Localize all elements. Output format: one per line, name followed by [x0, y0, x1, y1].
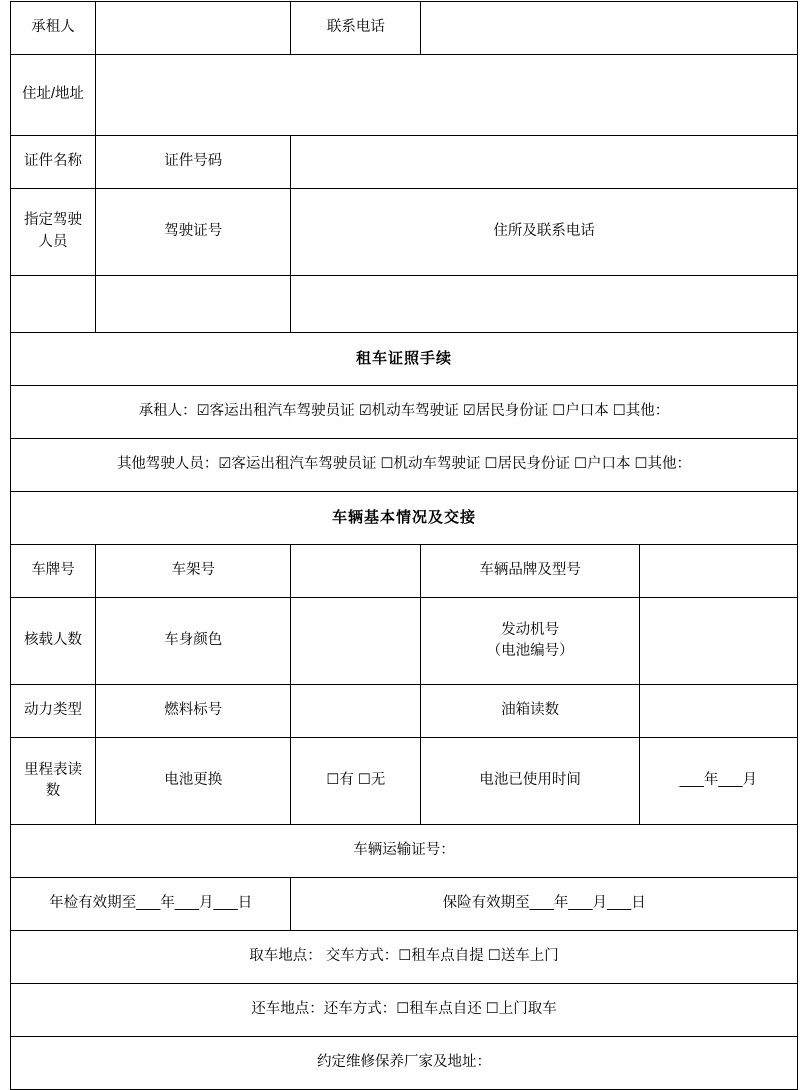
- table-row-driver-blank: [11, 276, 798, 333]
- label-odometer: 里程表读 数: [11, 738, 96, 825]
- label-power-type: 动力类型: [11, 685, 96, 738]
- table-row-odometer-battery: [11, 738, 798, 825]
- label-battery-replace: 电池更换: [96, 738, 291, 825]
- field-maintenance-factory[interactable]: 约定维修保养厂家及地址：: [11, 1037, 798, 1090]
- field-driver-blank-1[interactable]: [11, 276, 96, 333]
- field-body-color-value[interactable]: [291, 598, 421, 685]
- field-id-number-value[interactable]: [291, 136, 798, 189]
- table-row-return: [11, 984, 798, 1037]
- field-brand-model-value[interactable]: [639, 545, 797, 598]
- field-return-method[interactable]: 还车地点：还车方式：☐租车点自还 ☐上门取车: [11, 984, 798, 1037]
- label-plate-no: 车牌号: [11, 545, 96, 598]
- field-inspection-validity[interactable]: 年检有效期至___年___月___日: [11, 878, 291, 931]
- table-row-id: [11, 136, 798, 189]
- field-pickup-method[interactable]: 取车地点： 交车方式：☐租车点自提 ☐送车上门: [11, 931, 798, 984]
- field-battery-used-time-value[interactable]: ___年___月: [639, 738, 797, 825]
- section-title-rental-docs: 租车证照手续: [11, 333, 798, 386]
- label-address: 住址/地址: [11, 55, 96, 136]
- field-vin-value[interactable]: [291, 545, 421, 598]
- field-contact-phone-value[interactable]: [421, 2, 798, 55]
- table-row-section-vehicle: [11, 492, 798, 545]
- label-body-color: 车身颜色: [96, 598, 291, 685]
- label-id-name: 证件名称: [11, 136, 96, 189]
- field-transport-cert[interactable]: 车辆运输证号：: [11, 825, 798, 878]
- table-row-lessee-docs: [11, 386, 798, 439]
- table-row-section-rental-docs: [11, 333, 798, 386]
- label-vin: 车架号: [96, 545, 291, 598]
- field-fuel-gauge-value[interactable]: [639, 685, 797, 738]
- table-row-other-drivers-docs: [11, 439, 798, 492]
- field-lessee-value[interactable]: [96, 2, 291, 55]
- contract-table: [10, 1, 798, 1090]
- field-driver-blank-3[interactable]: [291, 276, 798, 333]
- label-brand-model: 车辆品牌及型号: [421, 545, 639, 598]
- other-drivers-documents-checklist[interactable]: 其他驾驶人员：☑客运出租汽车驾驶员证 ☐机动车驾驶证 ☐居民身份证 ☐户口本 ☐其他：: [11, 439, 798, 492]
- label-residence-and-phone: 住所及联系电话: [291, 189, 798, 276]
- label-lessee: 承租人: [11, 2, 96, 55]
- table-row-power-fuel: [11, 685, 798, 738]
- label-fuel-grade: 燃料标号: [96, 685, 291, 738]
- rental-contract-form: [10, 1, 798, 1090]
- label-driver-license-no: 驾驶证号: [96, 189, 291, 276]
- label-contact-phone: 联系电话: [291, 2, 421, 55]
- label-designated-driver: 指定驾驶人员: [11, 189, 96, 276]
- table-row-seats-color-engine: [11, 598, 798, 685]
- label-engine-no: 发动机号 （电池编号）: [421, 598, 639, 685]
- field-engine-no-value[interactable]: [639, 598, 797, 685]
- table-row-maintenance: [11, 1037, 798, 1090]
- label-fuel-gauge: 油箱读数: [421, 685, 639, 738]
- field-address-value[interactable]: [96, 55, 798, 136]
- section-title-vehicle: 车辆基本情况及交接: [11, 492, 798, 545]
- table-row-plate-vin: [11, 545, 798, 598]
- label-seats: 核载人数: [11, 598, 96, 685]
- lessee-documents-checklist[interactable]: 承租人：☑客运出租汽车驾驶员证 ☑机动车驾驶证 ☑居民身份证 ☐户口本 ☐其他：: [11, 386, 798, 439]
- field-driver-blank-2[interactable]: [96, 276, 291, 333]
- field-insurance-validity[interactable]: 保险有效期至___年___月___日: [291, 878, 798, 931]
- label-id-number: 证件号码: [96, 136, 291, 189]
- battery-replace-options[interactable]: ☐有 ☐无: [291, 738, 421, 825]
- label-battery-used-time: 电池已使用时间: [421, 738, 639, 825]
- table-row-lessee: [11, 2, 798, 55]
- table-row-validity: [11, 878, 798, 931]
- table-row-pickup: [11, 931, 798, 984]
- table-row-address: [11, 55, 798, 136]
- table-row-designated-driver: [11, 189, 798, 276]
- table-row-transport-cert: [11, 825, 798, 878]
- field-fuel-grade-value[interactable]: [291, 685, 421, 738]
